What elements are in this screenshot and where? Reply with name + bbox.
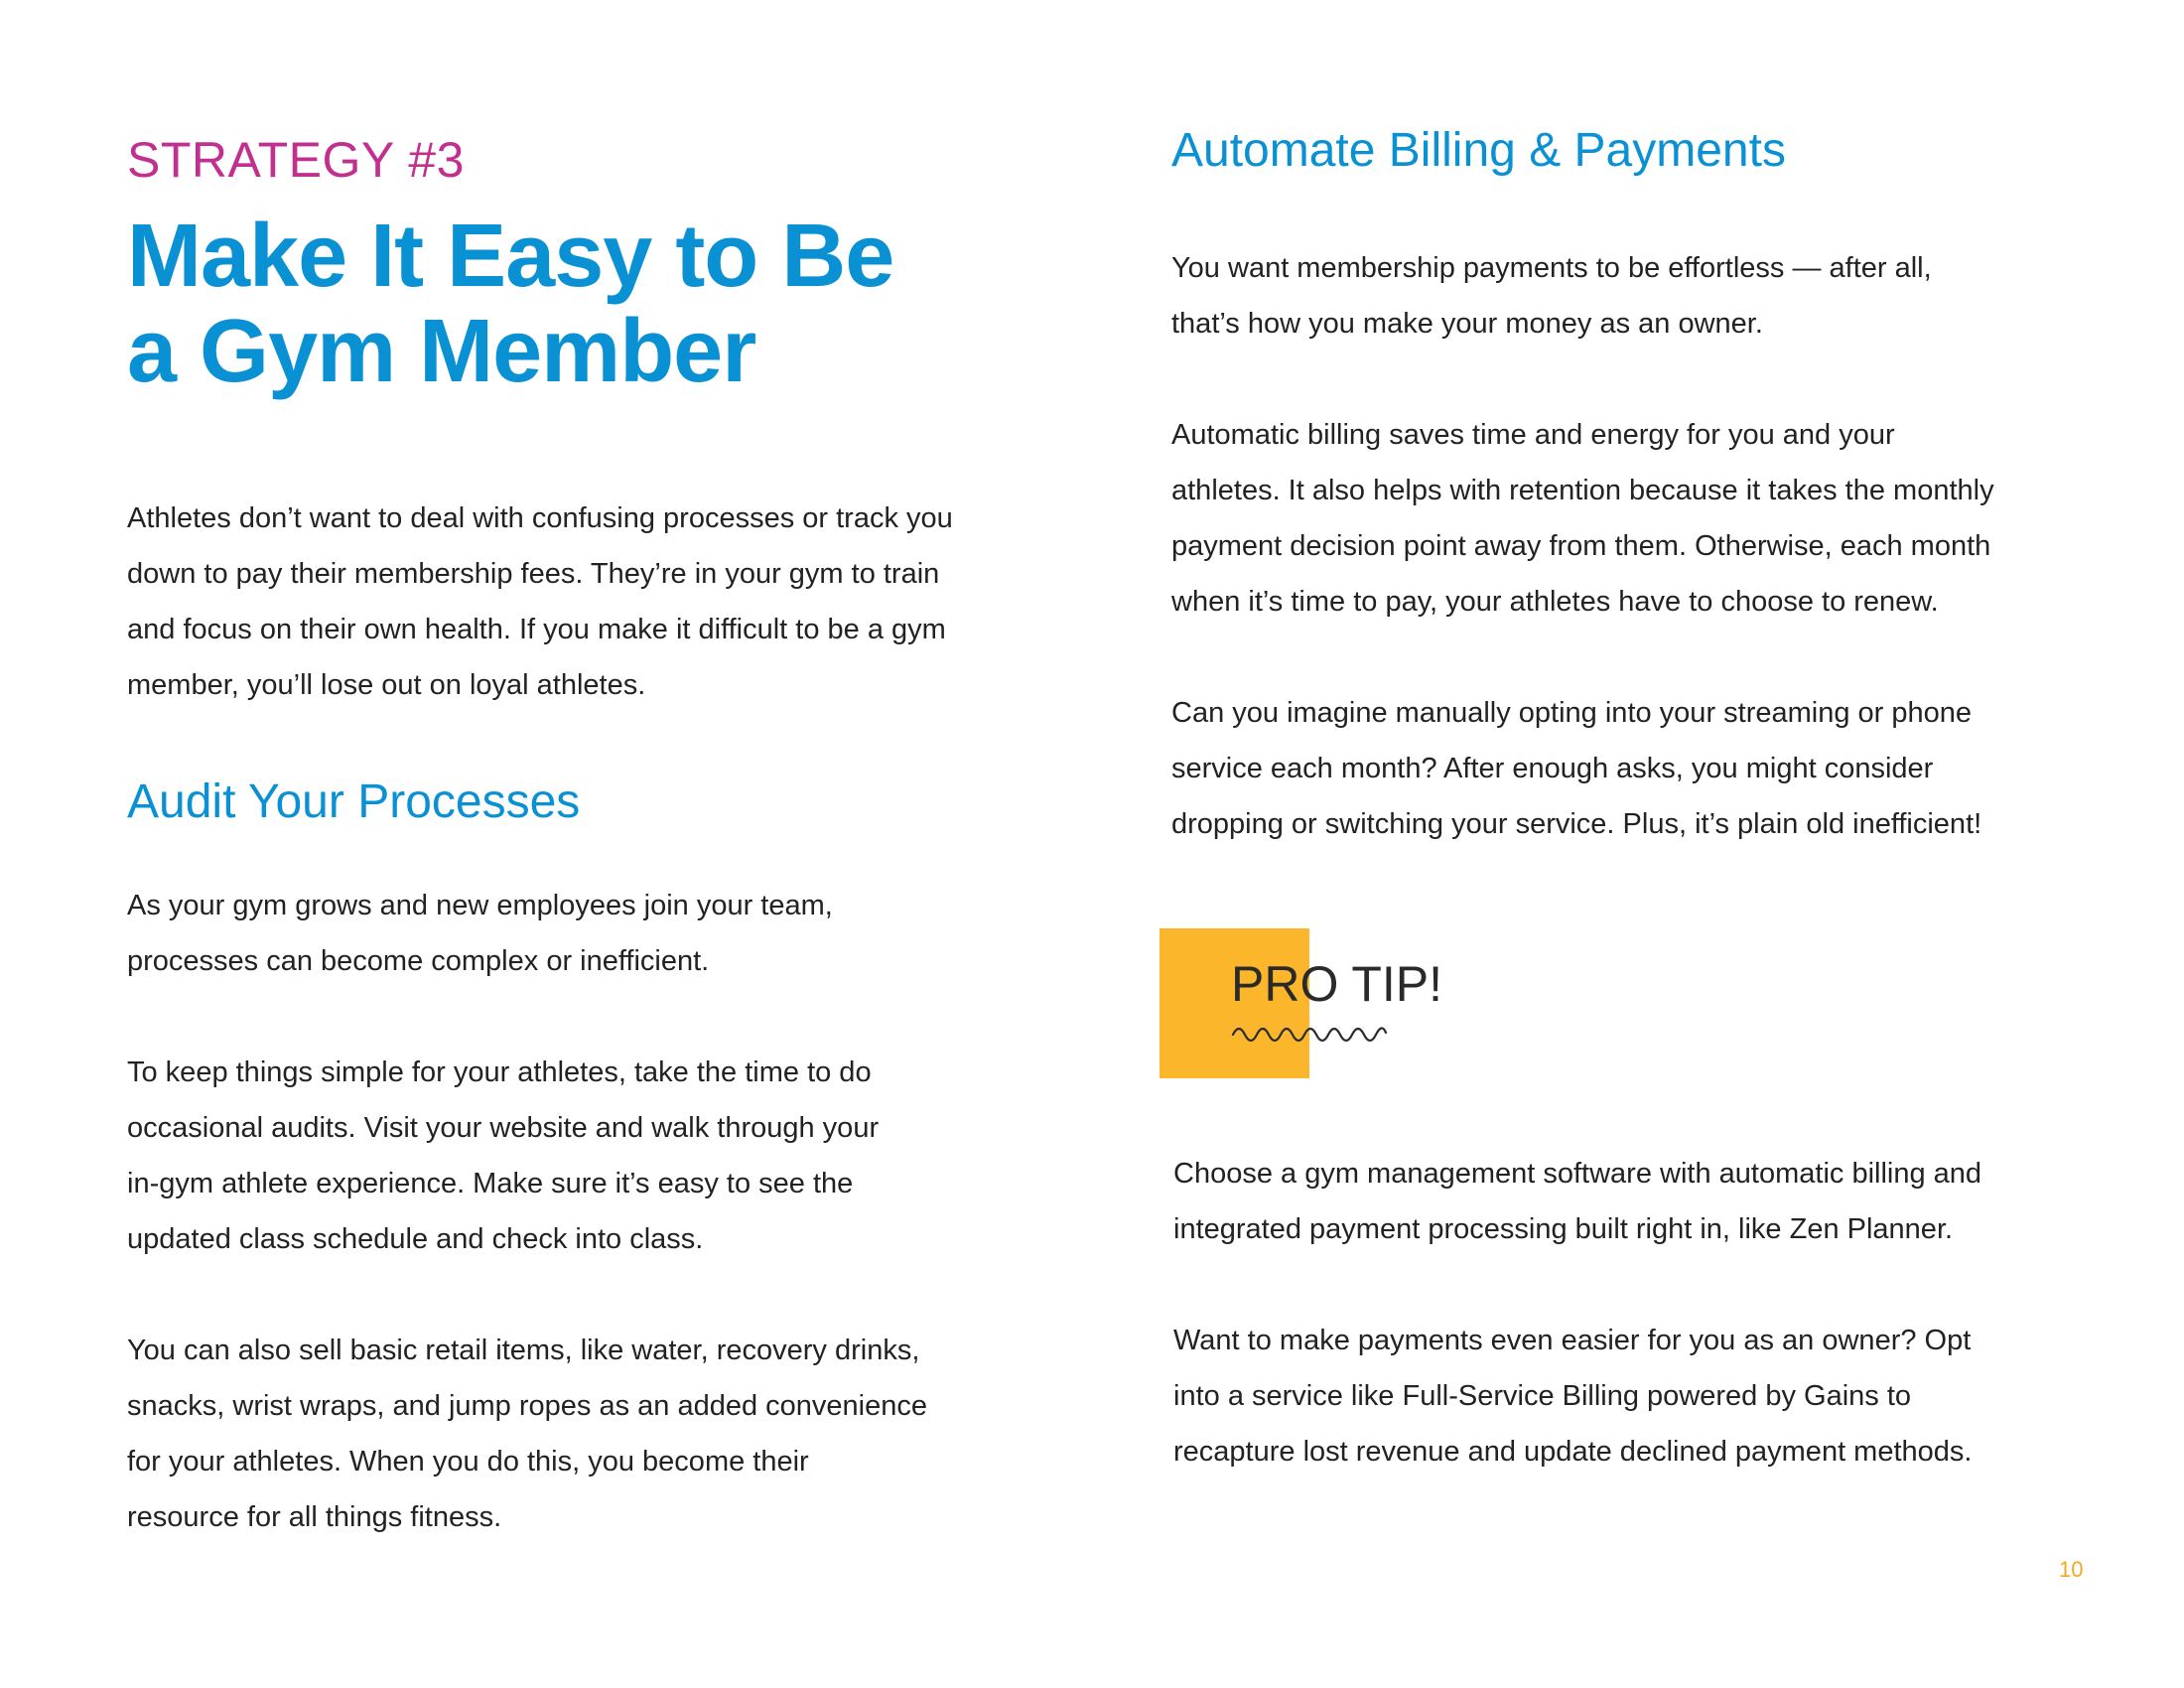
audit-paragraph [127,878,1050,989]
text-line: into a service like Full-Service Billing powered by Gains to [1173,1380,1912,1412]
page-title-line: Make It Easy to Be [127,207,894,306]
text-line: snacks, wrist wraps, and jump ropes as an added convenience [127,1390,927,1422]
audit-paragraph [127,1323,1050,1545]
text-line: Choose a gym management software with automatic billing and [1173,1158,1982,1190]
page-title-line: a Gym Member [127,302,756,401]
page-number: 10 [2059,1557,2084,1582]
billing-heading: Automate Billing & Payments [1171,124,1786,177]
intro-paragraph [127,491,1050,713]
text-line: that’s how you make your money as an owner. [1171,308,1763,340]
text-line: You can also sell basic retail items, like water, recovery drinks, [127,1335,920,1366]
billing-paragraph [1171,685,2085,852]
text-line: service each month? After enough asks, you might consider [1171,753,1934,784]
text-line: for your athletes. When you do this, you become their [127,1446,809,1477]
strategy-label: STRATEGY #3 [127,132,465,188]
text-line: member, you’ll lose out on loyal athletes. [127,669,646,701]
text-line: updated class schedule and check into class. [127,1223,704,1255]
text-line: Want to make payments even easier for you as an owner? Opt [1173,1325,1972,1356]
billing-paragraph [1171,240,2085,352]
text-line: in-gym athlete experience. Make sure it’s easy to see the [127,1168,854,1199]
text-line: resource for all things fitness. [127,1501,502,1533]
text-line: payment decision point away from them. Otherwise, each month [1171,530,1991,562]
text-line: Automatic billing saves time and energy for you and your [1171,419,1895,451]
text-line: and focus on their own health. If you make it difficult to be a gym [127,614,946,645]
page-title [127,209,893,399]
text-line: To keep things simple for your athletes, take the time to do [127,1056,872,1088]
text-line: integrated payment processing built right in, like Zen Planner. [1173,1213,1954,1245]
text-line: You want membership payments to be effortless — after all, [1171,252,1932,284]
pro-tip-label: PRO TIP! [1231,956,1443,1012]
billing-paragraph [1171,407,2085,630]
text-line: Athletes don’t want to deal with confusing processes or track you [127,502,953,534]
text-line: Can you imagine manually opting into your streaming or phone [1171,697,1973,729]
text-line: down to pay their membership fees. They’re in your gym to train [127,558,940,590]
squiggle-icon [1231,1021,1388,1043]
audit-heading: Audit Your Processes [127,775,581,828]
text-line: recapture lost revenue and update declined payment methods. [1173,1436,1973,1468]
audit-paragraph [127,1045,1050,1267]
text-line: occasional audits. Visit your website and walk through your [127,1112,880,1144]
pro-tip-paragraph [1173,1313,2087,1479]
text-line: As your gym grows and new employees join your team, [127,890,833,921]
text-line: dropping or switching your service. Plus, it’s plain old inefficient! [1171,808,1982,840]
text-line: athletes. It also helps with retention because it takes the monthly [1171,475,1994,506]
pro-tip-paragraph [1173,1146,2087,1257]
text-line: processes can become complex or inefficient. [127,945,710,977]
text-line: when it’s time to pay, your athletes have to choose to renew. [1171,586,1939,618]
